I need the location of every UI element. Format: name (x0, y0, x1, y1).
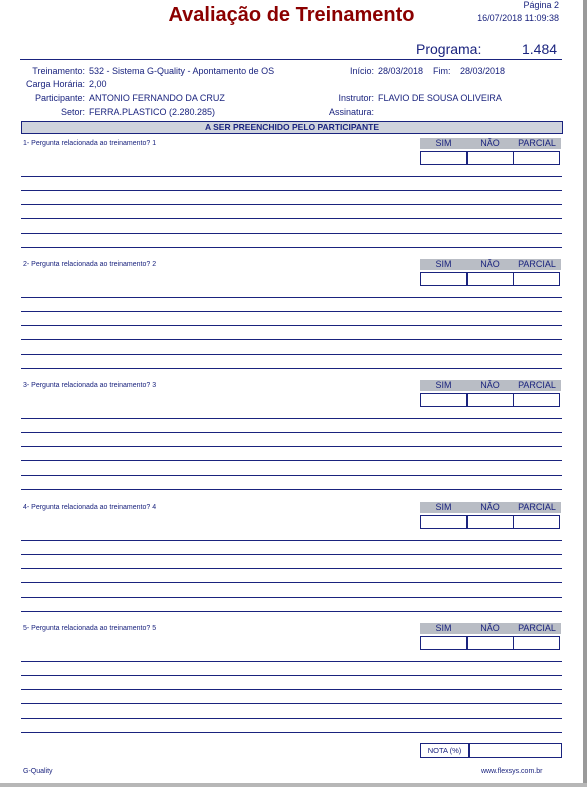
answer-line (21, 475, 562, 476)
answer-option-parcial: PARCIAL (518, 502, 556, 512)
nota-label: NOTA (%) (420, 743, 469, 758)
answer-box-nao[interactable] (467, 272, 514, 286)
answer-line (21, 446, 562, 447)
answer-option-parcial: PARCIAL (518, 623, 556, 633)
section-header: A SER PREENCHIDO PELO PARTICIPANTE (21, 121, 563, 134)
document-title: Avaliação de Treinamento (168, 4, 415, 26)
instrutor-label: Instrutor: (338, 93, 374, 103)
answer-header (420, 623, 561, 634)
answer-box-parcial[interactable] (513, 515, 560, 529)
answer-box-sim[interactable] (420, 151, 467, 165)
answer-option-sim: SIM (435, 502, 452, 512)
answer-line (21, 418, 562, 419)
question-label: 4- Pergunta relacionada ao treinamento? 4 (23, 504, 157, 511)
answer-line (21, 325, 562, 326)
answer-option-sim: SIM (435, 138, 452, 148)
program-label: Programa: (416, 41, 482, 57)
answer-line (21, 675, 562, 676)
participante-label: Participante: (34, 93, 85, 103)
answer-line (21, 661, 562, 662)
setor-value: FERRA.PLASTICO (2.280.285) (89, 107, 216, 117)
treinamento-label: Treinamento: (32, 66, 85, 76)
nota-field[interactable] (469, 743, 562, 758)
answer-header (420, 380, 561, 391)
answer-line (21, 703, 562, 704)
assinatura-label: Assinatura: (328, 107, 374, 117)
page-shadow-bottom (0, 783, 587, 787)
answer-line (21, 540, 562, 541)
answer-line (21, 204, 562, 205)
instrutor-value: FLAVIO DE SOUSA OLIVEIRA (378, 93, 502, 103)
answer-line (21, 297, 562, 298)
treinamento-value: 532 - Sistema G-Quality - Apontamento de OS (89, 66, 275, 76)
answer-line (21, 718, 562, 719)
answer-line (21, 611, 562, 612)
answer-box-sim[interactable] (420, 515, 467, 529)
answer-box-sim[interactable] (420, 393, 467, 407)
answer-line (21, 432, 562, 433)
answer-boxes (420, 636, 561, 649)
answer-boxes (420, 515, 561, 528)
answer-boxes (420, 272, 561, 285)
answer-header (420, 502, 561, 513)
answer-option-nao: NÃO (480, 623, 500, 633)
answer-line (21, 311, 562, 312)
question-label: 5- Pergunta relacionada ao treinamento? 5 (23, 625, 157, 632)
answer-box-sim[interactable] (420, 636, 467, 650)
answer-line (21, 582, 562, 583)
answer-line (21, 354, 562, 355)
question-label: 2- Pergunta relacionada ao treinamento? 2 (23, 261, 157, 268)
footer-app-name: G-Quality (23, 768, 53, 775)
inicio-label: Início: (350, 66, 375, 76)
fim-value: 28/03/2018 (460, 66, 506, 76)
question-label: 3- Pergunta relacionada ao treinamento? 3 (23, 382, 157, 389)
answer-box-sim[interactable] (420, 272, 467, 286)
answer-line (21, 568, 562, 569)
answer-option-sim: SIM (435, 623, 452, 633)
answer-option-nao: NÃO (480, 259, 500, 269)
answer-boxes (420, 393, 561, 406)
answer-option-parcial: PARCIAL (518, 259, 556, 269)
answer-option-parcial: PARCIAL (518, 380, 556, 390)
answer-line (21, 732, 562, 733)
nota-box (420, 743, 561, 756)
answer-line (21, 233, 562, 234)
answer-line (21, 190, 562, 191)
answer-boxes (420, 151, 561, 164)
page-number: Página 2 (523, 0, 559, 10)
inicio-value: 28/03/2018 (378, 66, 424, 76)
setor-label: Setor: (60, 107, 85, 117)
answer-line (21, 489, 562, 490)
carga-horaria-label: Carga Horária: (25, 79, 85, 89)
answer-line (21, 218, 562, 219)
answer-box-nao[interactable] (467, 393, 514, 407)
answer-box-nao[interactable] (467, 515, 514, 529)
answer-option-parcial: PARCIAL (518, 138, 556, 148)
answer-option-sim: SIM (435, 259, 452, 269)
question-label: 1- Pergunta relacionada ao treinamento? 1 (23, 140, 157, 147)
answer-line (21, 368, 562, 369)
answer-line (21, 554, 562, 555)
answer-box-parcial[interactable] (513, 636, 560, 650)
answer-line (21, 597, 562, 598)
answer-header (420, 138, 561, 149)
answer-header (420, 259, 561, 270)
print-timestamp: 16/07/2018 11:09:38 (477, 13, 559, 23)
answer-box-parcial[interactable] (513, 151, 560, 165)
answer-option-nao: NÃO (480, 502, 500, 512)
answer-option-sim: SIM (435, 380, 452, 390)
answer-line (21, 176, 562, 177)
answer-line (21, 460, 562, 461)
carga-horaria-value: 2,00 (89, 79, 107, 89)
answer-line (21, 247, 562, 248)
participante-value: ANTONIO FERNANDO DA CRUZ (89, 93, 225, 103)
fim-label: Fim: (433, 66, 451, 76)
page-shadow-right (583, 0, 587, 787)
program-value: 1.484 (522, 41, 558, 57)
answer-line (21, 689, 562, 690)
answer-box-parcial[interactable] (513, 393, 560, 407)
answer-box-nao[interactable] (467, 151, 514, 165)
answer-box-nao[interactable] (467, 636, 514, 650)
answer-option-nao: NÃO (480, 138, 500, 148)
header-divider (20, 59, 562, 60)
answer-line (21, 339, 562, 340)
footer-website: www.flexsys.com.br (481, 768, 543, 775)
answer-option-nao: NÃO (480, 380, 500, 390)
answer-box-parcial[interactable] (513, 272, 560, 286)
